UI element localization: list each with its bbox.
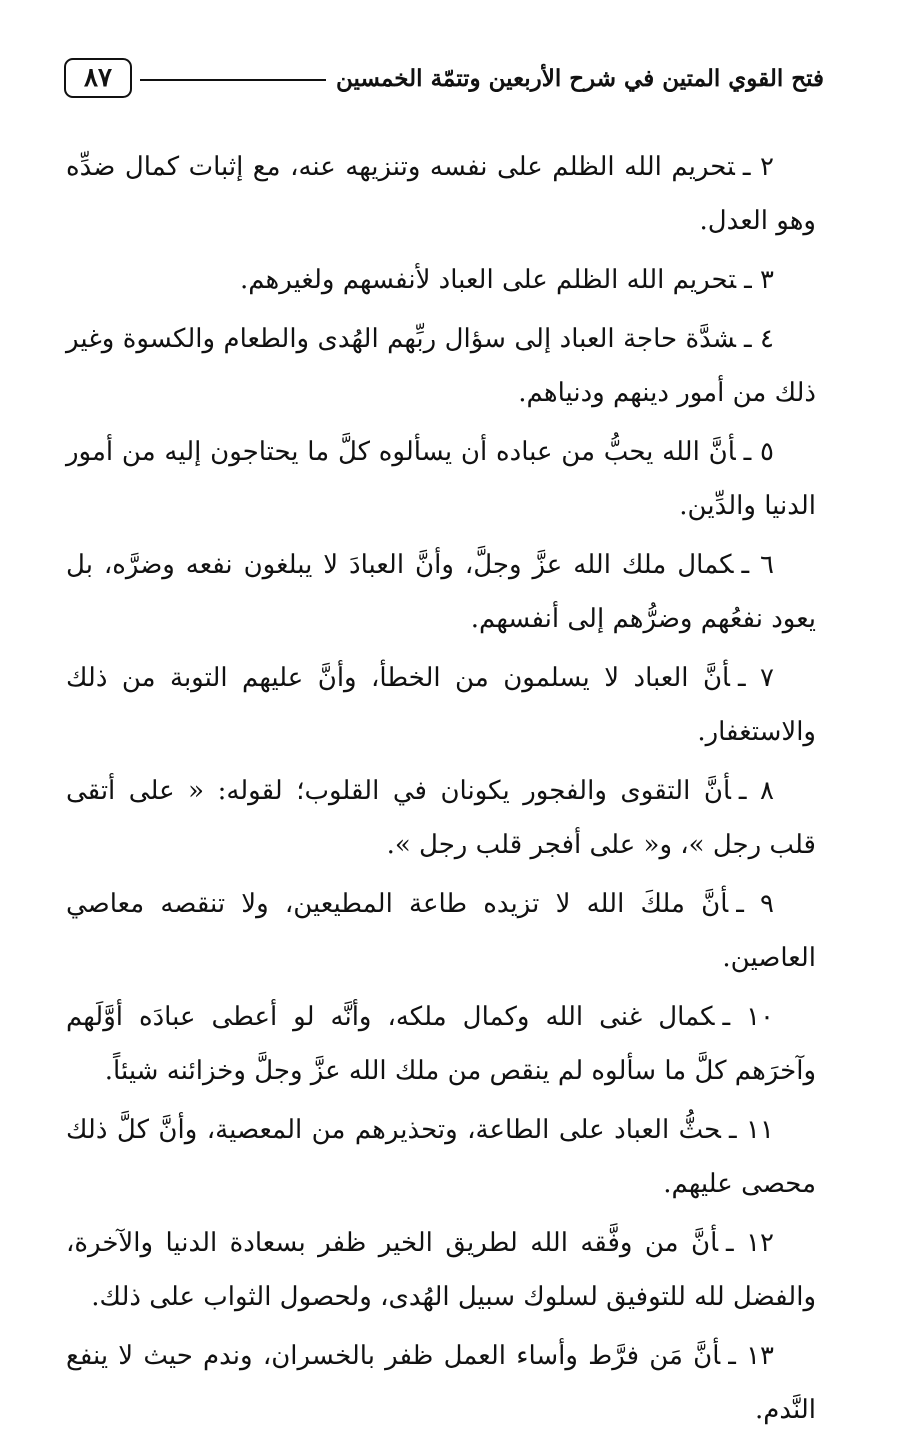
point-number: ١٢ ـ — [726, 1228, 774, 1258]
list-item — [66, 1103, 816, 1211]
point-text: أنَّ مَن فرَّط وأساء العمل ظفر بالخسران، وندم حيث لا ينفع النَّدم. — [66, 1341, 816, 1425]
list-item — [66, 312, 816, 420]
point-text: تحريم الله الظلم على العباد لأنفسهم ولغيرهم. — [239, 265, 737, 295]
point-text: أنَّ من وفَّقه الله لطريق الخير ظفر بسعادة الدنيا والآخرة، والفضل لله للتوفيق لسلوك سبيل الهُدى، ولحصول الثواب على ذلك. — [66, 1228, 816, 1312]
point-number: ١١ ـ — [728, 1115, 774, 1145]
list-item — [66, 651, 816, 759]
point-number: ٢ ـ — [742, 152, 774, 182]
list-item — [66, 1216, 816, 1324]
point-number: ٦ ـ — [741, 550, 774, 580]
list-item — [66, 1329, 816, 1437]
point-text: تحريم الله الظلم على نفسه وتنزيهه عنه، مع إثبات كمال ضدِّه وهو العدل. — [66, 152, 816, 236]
point-text: كمال ملك الله عزَّ وجلَّ، وأنَّ العبادَ لا يبلغون نفعه وضرَّه، بل يعود نفعُهم وضرُّهم إلى أنفسهم. — [66, 550, 816, 634]
point-text: أنَّ الله يحبُّ من عباده أن يسألوه كلَّ ما يحتاجون إليه من أمور الدنيا والدِّين. — [66, 437, 816, 521]
list-item — [66, 253, 816, 307]
list-item — [66, 425, 816, 533]
point-number: ٥ ـ — [743, 437, 774, 467]
point-text: كمال غنى الله وكمال ملكه، وأنَّه لو أعطى عبادَه أوَّلَهم وآخرَهم كلَّ ما سألوه لم ينقص من ملك الله عزَّ وجلَّ وخزائنه شيئاً. — [66, 1002, 816, 1086]
point-number: ١٣ ـ — [728, 1341, 774, 1371]
point-text: أنَّ التقوى والفجور يكونان في القلوب؛ لقوله: « على أتقى قلب رجل »، و« على أفجر قلب رجل ». — [66, 776, 816, 860]
header-rule — [140, 79, 326, 81]
list-item — [66, 877, 816, 985]
page-number-box — [64, 58, 132, 98]
point-number: ٩ ـ — [736, 889, 774, 919]
page-number: ٨٧ — [84, 63, 112, 93]
list-item — [66, 764, 816, 872]
point-number: ١٠ ـ — [722, 1002, 774, 1032]
point-number: ٣ ـ — [744, 265, 774, 295]
list-item — [66, 990, 816, 1098]
points-list — [66, 140, 816, 1437]
point-text: أنَّ العباد لا يسلمون من الخطأ، وأنَّ عليهم التوبة من ذلك والاستغفار. — [66, 663, 816, 747]
list-item — [66, 538, 816, 646]
point-number: ٨ ـ — [738, 776, 775, 806]
book-title: فتح القوي المتين في شرح الأربعين وتتمّة الخمسين — [336, 64, 824, 92]
point-number: ٧ ـ — [737, 663, 775, 693]
point-text: شدَّة حاجة العباد إلى سؤال ربِّهم الهُدى والطعام والكسوة وغير ذلك من أمور دينهم ودنياهم. — [66, 324, 816, 408]
point-text: حثُّ العباد على الطاعة، وتحذيرهم من المعصية، وأنَّ كلَّ ذلك محصى عليهم. — [66, 1115, 816, 1199]
list-item — [66, 140, 816, 248]
page-header — [64, 48, 824, 108]
point-text: أنَّ ملكَ الله لا تزيده طاعة المطيعين، ولا تنقصه معاصي العاصين. — [66, 889, 816, 973]
point-number: ٤ ـ — [743, 324, 775, 354]
